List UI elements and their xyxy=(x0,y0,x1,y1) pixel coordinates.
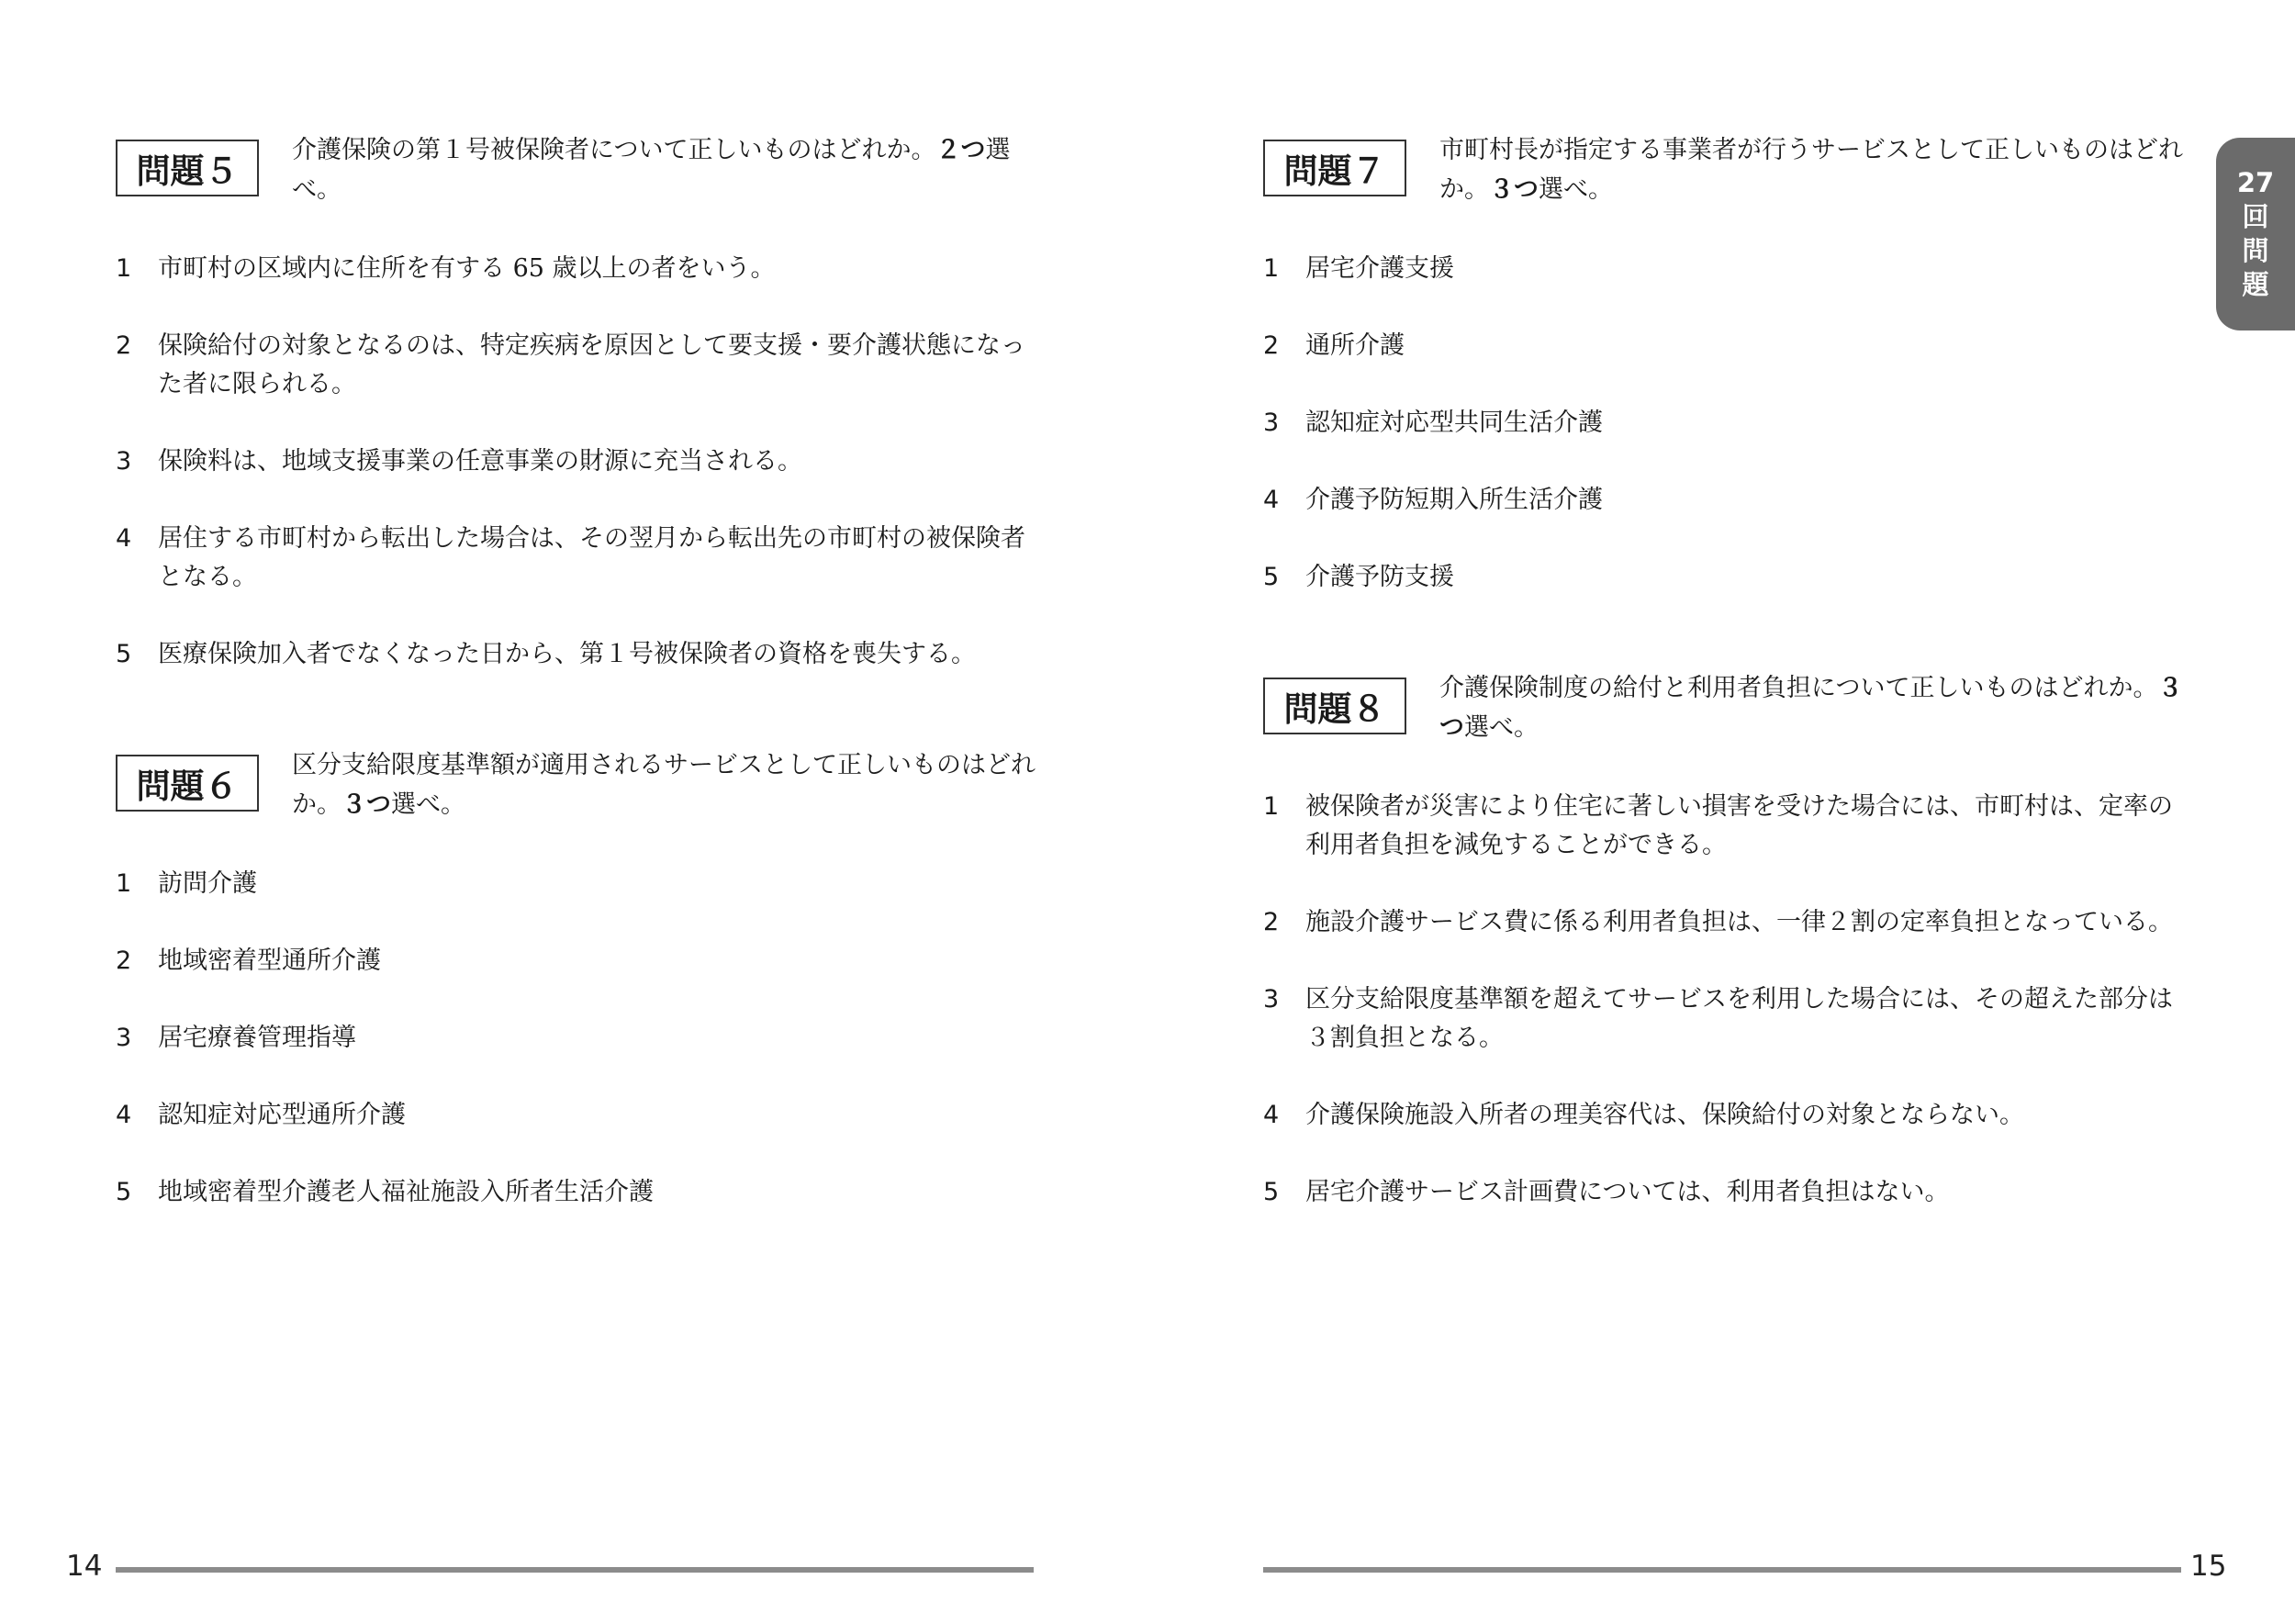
question-label: 問題７ xyxy=(1263,140,1406,196)
footer-rule xyxy=(1263,1567,2181,1573)
option-4: 4 認知症対応型通所介護 xyxy=(116,1101,406,1129)
option-5: 5 医療保険加入者でなくなった日から、第１号被保険者の資格を喪失する。 xyxy=(116,640,976,668)
question-7 xyxy=(1263,130,2181,597)
question-label: 問題５ xyxy=(116,140,259,196)
question-stem: 市町村長が指定する事業者が行うサービスとして正しいものはどれか。３つ選べ。 xyxy=(1439,136,2183,204)
question-label: 問題６ xyxy=(116,755,259,812)
question-stem: 介護保険の第１号被保険者について正しいものはどれか。２つ選べ。 xyxy=(292,136,1011,204)
right-page xyxy=(1148,0,2295,1624)
option-1: 1 訪問介護 xyxy=(116,869,257,898)
chapter-index-tab xyxy=(2216,138,2295,330)
option-4: 4 介護予防短期入所生活介護 xyxy=(1263,486,1603,514)
page-number: 14 xyxy=(66,1550,103,1583)
option-list xyxy=(1263,788,2181,1212)
option-3: 3 区分支給限度基準額を超えてサービスを利用した場合には、その超えた部分は３割負担となる。 xyxy=(1263,985,2173,1052)
question-5 xyxy=(116,130,1034,674)
option-5: 5 居宅介護サービス計画費については、利用者負担はない。 xyxy=(1263,1178,1950,1206)
option-3: 3 保険料は、地域支援事業の任意事業の財源に充当される。 xyxy=(116,447,802,476)
option-3: 3 居宅療養管理指導 xyxy=(116,1024,356,1052)
option-1: 1 被保険者が災害により住宅に著しい損害を受けた場合には、市町村は、定率の利用者負担を減免することができる。 xyxy=(1263,792,2173,859)
question-8 xyxy=(1263,668,2181,1212)
question-stem: 介護保険制度の給付と利用者負担について正しいものはどれか。３つ選べ。 xyxy=(1439,674,2183,742)
question-6 xyxy=(116,745,1034,1212)
page-number: 15 xyxy=(2190,1550,2227,1583)
option-3: 3 認知症対応型共同生活介護 xyxy=(1263,409,1603,437)
footer-rule xyxy=(116,1567,1034,1573)
option-5: 5 地域密着型介護老人福祉施設入所者生活介護 xyxy=(116,1178,654,1206)
option-4: 4 居住する市町村から転出した場合は、その翌月から転出先の市町村の被保険者となる。 xyxy=(116,524,1025,591)
option-4: 4 介護保険施設入所者の理美容代は、保険給付の対象とならない。 xyxy=(1263,1101,2024,1129)
option-2: 2 通所介護 xyxy=(1263,331,1405,360)
option-list xyxy=(116,865,1034,1212)
tab-text: 27 xyxy=(2236,167,2275,198)
option-1: 1 市町村の区域内に住所を有する 65 歳以上の者をいう。 xyxy=(116,254,776,283)
tab-text: 回 xyxy=(2242,201,2269,232)
option-list xyxy=(116,250,1034,674)
tab-text: 問 xyxy=(2242,235,2269,266)
option-5: 5 介護予防支援 xyxy=(1263,563,1454,591)
tab-text: 題 xyxy=(2242,269,2269,300)
option-2: 2 地域密着型通所介護 xyxy=(116,946,381,975)
option-2: 2 保険給付の対象となるのは、特定疾病を原因として要支援・要介護状態になった者に限られる。 xyxy=(116,331,1025,398)
question-label: 問題８ xyxy=(1263,678,1406,734)
option-list xyxy=(1263,250,2181,597)
option-2: 2 施設介護サービス費に係る利用者負担は、一律２割の定率負担となっている。 xyxy=(1263,908,2173,936)
question-stem: 区分支給限度基準額が適用されるサービスとして正しいものはどれか。３つ選べ。 xyxy=(292,751,1036,819)
option-1: 1 居宅介護支援 xyxy=(1263,254,1454,283)
